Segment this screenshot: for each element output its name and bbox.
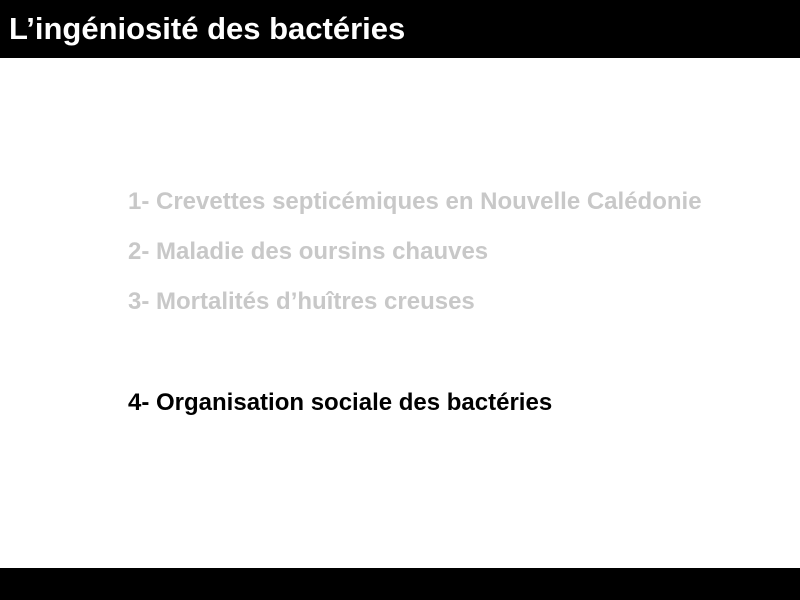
agenda-item-3: 3- Mortalités d’huîtres creuses (128, 288, 475, 315)
footer-bar (0, 568, 800, 600)
agenda-item-4-current: 4- Organisation sociale des bactéries (128, 389, 553, 416)
agenda-item-2: 2- Maladie des oursins chauves (128, 238, 489, 265)
slide-title: L’ingéniosité des bactéries (9, 11, 406, 46)
agenda-item-1: 1- Crevettes septicémiques en Nouvelle Calédonie (128, 188, 702, 215)
agenda-list (128, 0, 788, 560)
